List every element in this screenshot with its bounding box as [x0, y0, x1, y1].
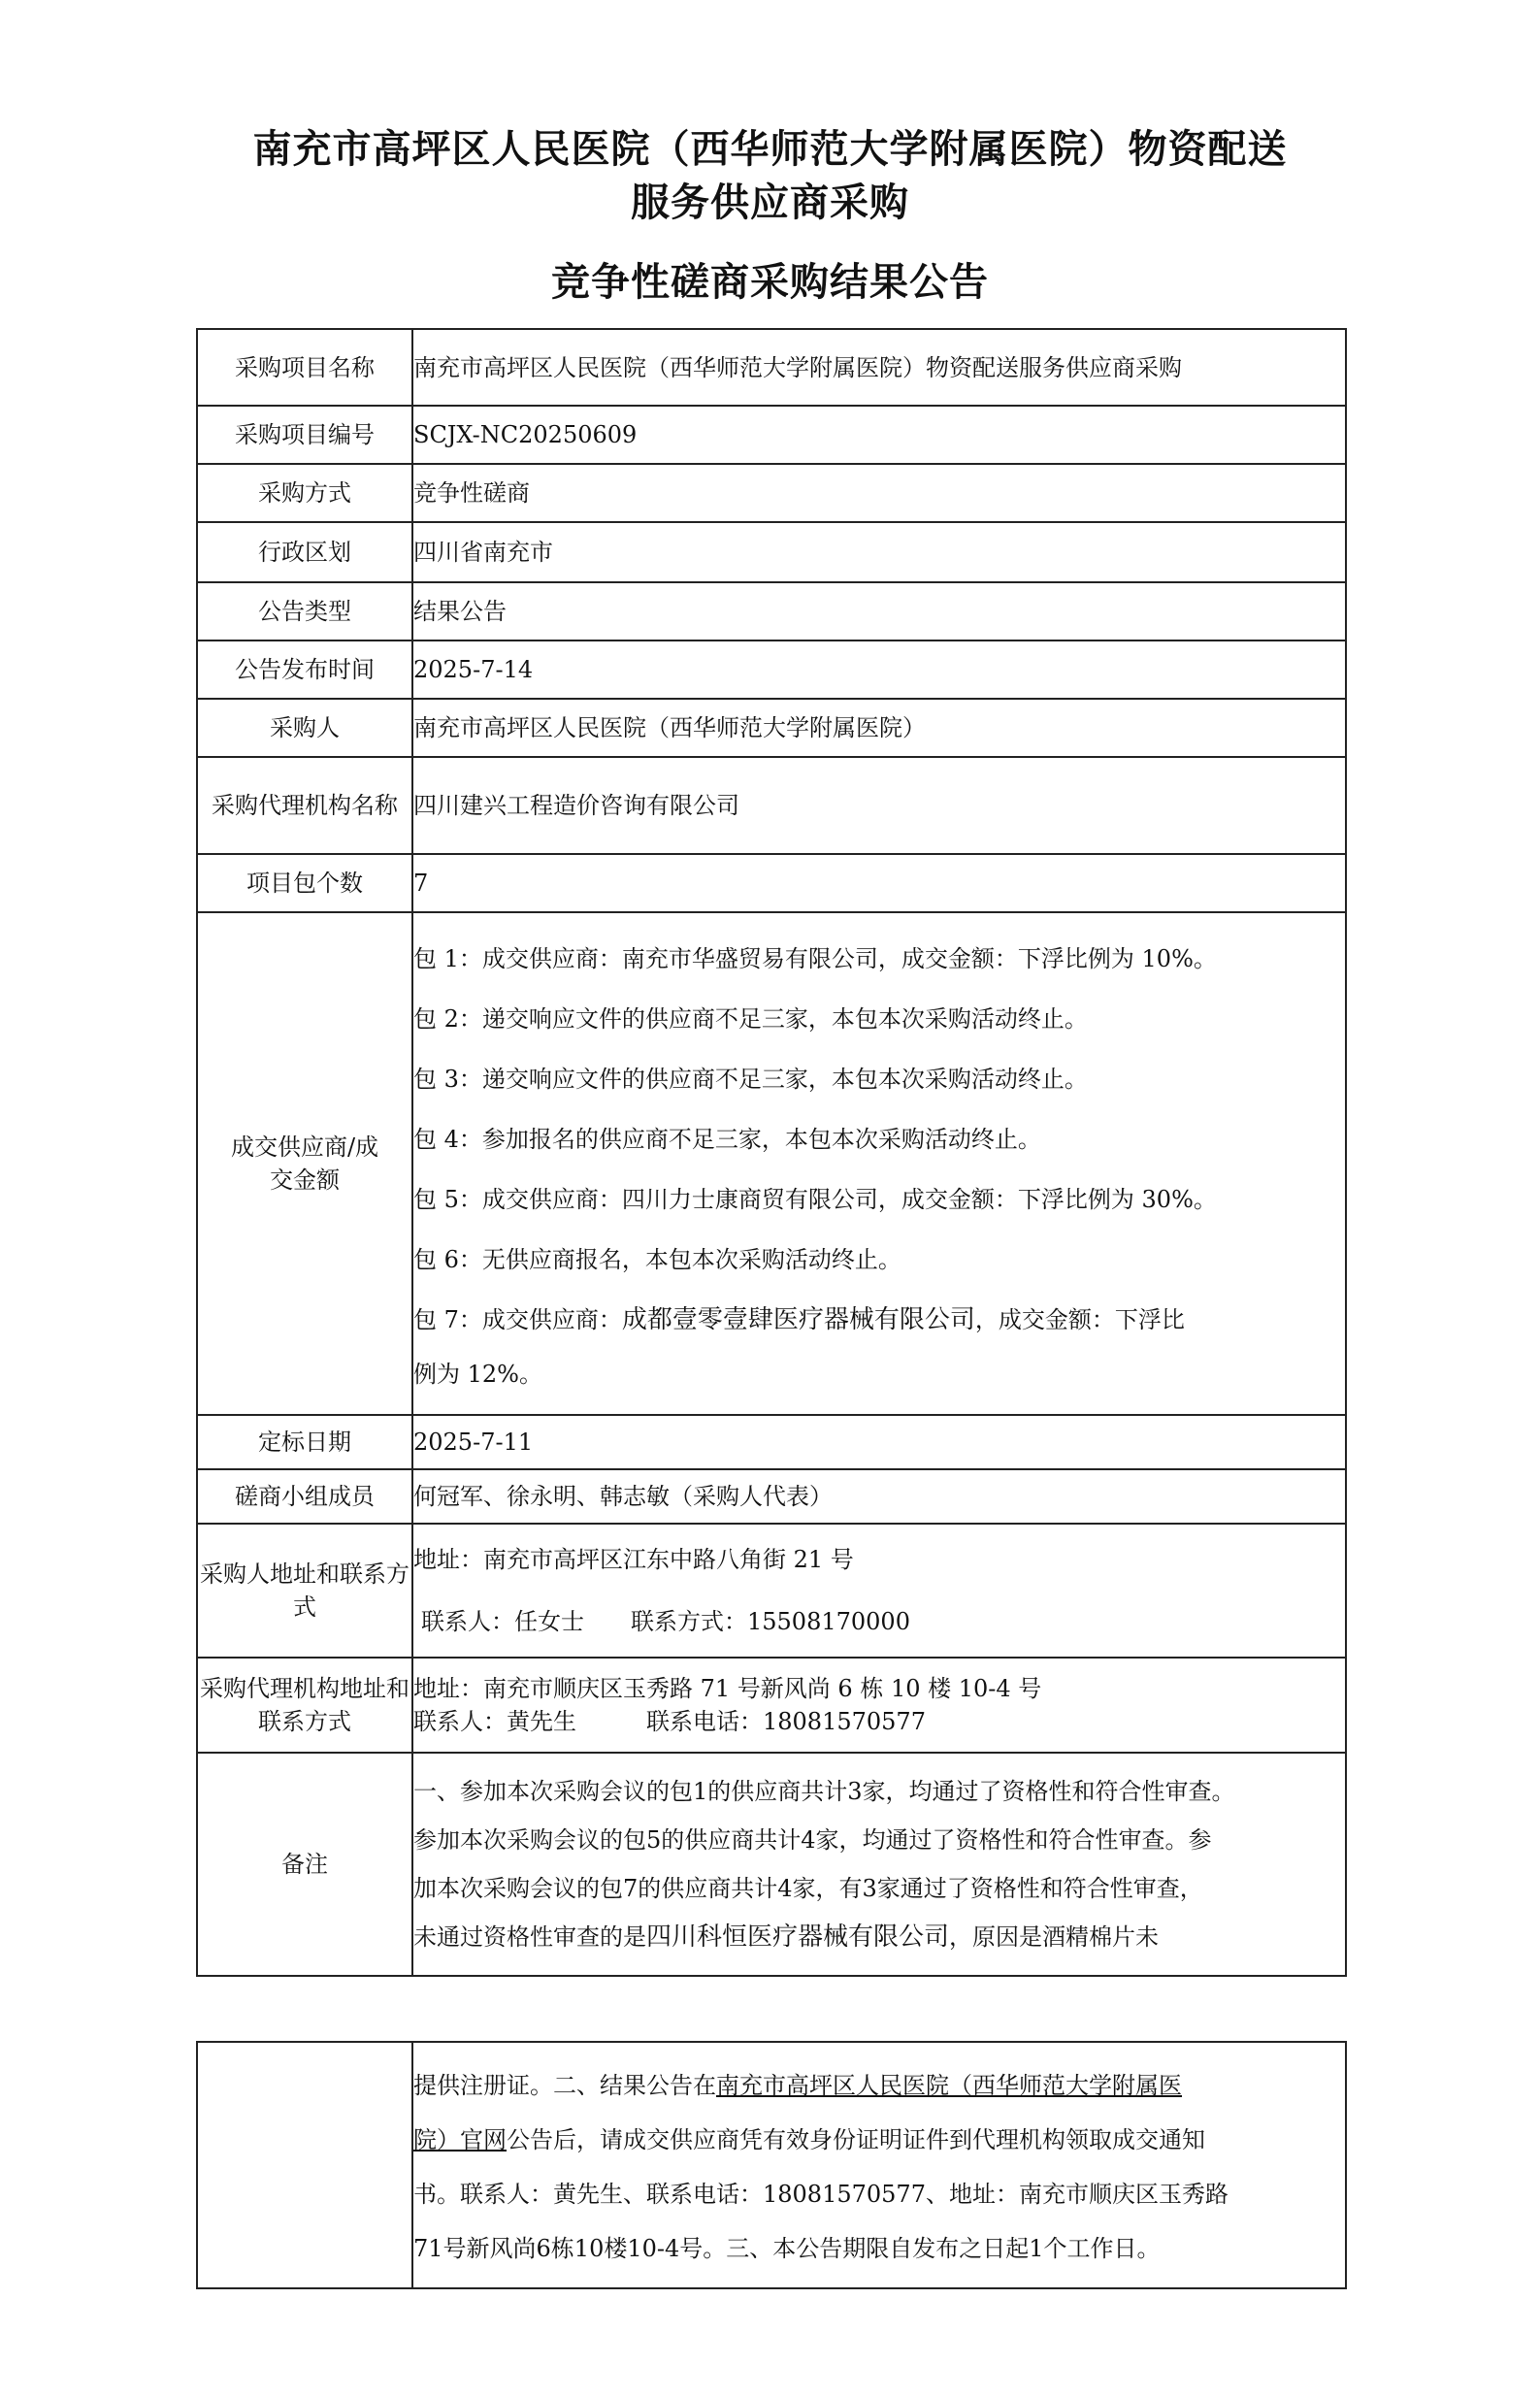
result-package-5: 包 5：成交供应商：四川力士康商贸有限公司，成交金额：下浮比例为 30%。 [413, 1186, 1217, 1213]
remarks-line-2: 参加本次采购会议的包5的供应商共计4家，均通过了资格性和符合性审查。参 [413, 1826, 1212, 1854]
result-package-4: 包 4：参加报名的供应商不足三家，本包本次采购活动终止。 [413, 1126, 1041, 1153]
row-remarks [197, 1753, 1346, 1976]
label-method: 采购方式 [197, 464, 412, 522]
value-region: 四川省南充市 [412, 522, 1346, 582]
agency-address: 地址：南充市顺庆区玉秀路 71 号新风尚 6 栋 10 楼 10-4 号 [413, 1675, 1042, 1702]
value-remarks [412, 1753, 1346, 1976]
purchaser-address: 地址：南充市高坪区江东中路八角街 21 号 [413, 1546, 854, 1573]
result-notice-table [196, 328, 1347, 1977]
hospital-website-link-part1[interactable]: 南充市高坪区人民医院（西华师范大学附属医 [716, 2072, 1182, 2099]
row-purchaser [197, 699, 1346, 757]
result-package-3: 包 3：递交响应文件的供应商不足三家，本包本次采购活动终止。 [413, 1066, 1088, 1093]
row-remarks-continued [197, 2042, 1346, 2288]
remarks-line-3: 加本次采购会议的包7的供应商共计4家，有3家通过了资格性和符合性审查， [413, 1875, 1203, 1902]
result-package-7-suffix: ，成交金额：下浮比 [974, 1306, 1185, 1333]
label-project-name: 采购项目名称 [197, 329, 412, 406]
label-region: 行政区划 [197, 522, 412, 582]
result-package-7-continued: 例为 12%。 [413, 1361, 542, 1388]
label-purchaser-contact: 采购人地址和联系方式 [197, 1524, 412, 1658]
document-title-line1: 南充市高坪区人民医院（西华师范大学附属医院）物资配送 [252, 126, 1288, 172]
document-subtitle: 竞争性磋商采购结果公告 [551, 259, 989, 305]
value-award-date: 2025-7-11 [412, 1415, 1346, 1469]
label-panel: 磋商小组成员 [197, 1469, 412, 1524]
row-project-no [197, 406, 1346, 464]
value-purchaser-contact [412, 1524, 1346, 1658]
value-package-count: 7 [412, 854, 1346, 912]
row-award-date [197, 1415, 1346, 1469]
agency-contact-person: 联系人：黄先生 联系电话：18081570577 [413, 1708, 926, 1735]
hospital-website-link-part2[interactable]: 院）官网 [413, 2126, 507, 2153]
value-panel: 何冠军、徐永明、韩志敏（采购人代表） [412, 1469, 1346, 1524]
label-remarks-continued [197, 2042, 412, 2288]
remarks-cont-line-4: 71号新风尚6栋10楼10-4号。三、本公告期限自发布之日起1个工作日。 [413, 2235, 1161, 2262]
value-agency-contact [412, 1658, 1346, 1753]
row-region [197, 522, 1346, 582]
value-result [412, 912, 1346, 1415]
row-publish-time [197, 641, 1346, 699]
value-purchaser: 南充市高坪区人民医院（西华师范大学附属医院） [412, 699, 1346, 757]
result-package-7-prefix: 包 7：成交供应商： [413, 1306, 622, 1333]
label-project-no: 采购项目编号 [197, 406, 412, 464]
row-agency-contact [197, 1658, 1346, 1753]
remarks-line-1: 一、参加本次采购会议的包1的供应商共计3家，均通过了资格性和符合性审查。 [413, 1778, 1235, 1805]
remarks-line-4 [413, 1913, 1345, 1961]
document-title-line2: 服务供应商采购 [631, 180, 909, 225]
result-package-6: 包 6：无供应商报名，本包本次采购活动终止。 [413, 1246, 901, 1273]
row-notice-type [197, 582, 1346, 641]
purchaser-contact-person: 联系人：任女士 联系方式：15508170000 [421, 1608, 910, 1635]
remarks-cont-line-3: 书。联系人：黄先生、联系电话：18081570577、地址：南充市顺庆区玉秀路 [413, 2181, 1229, 2208]
value-project-no: SCJX-NC20250609 [412, 406, 1346, 464]
row-method [197, 464, 1346, 522]
row-package-count [197, 854, 1346, 912]
value-agency: 四川建兴工程造价咨询有限公司 [412, 757, 1346, 854]
label-award-date: 定标日期 [197, 1415, 412, 1469]
label-purchaser: 采购人 [197, 699, 412, 757]
row-agency [197, 757, 1346, 854]
remarks-continued-table [196, 2041, 1347, 2289]
label-agency: 采购代理机构名称 [197, 757, 412, 854]
label-publish-time: 公告发布时间 [197, 641, 412, 699]
result-package-2: 包 2：递交响应文件的供应商不足三家，本包本次采购活动终止。 [413, 1005, 1088, 1033]
value-publish-time: 2025-7-14 [412, 641, 1346, 699]
remarks-line-4-prefix: 未通过资格性审查的是 [413, 1923, 646, 1951]
value-remarks-continued [412, 2042, 1346, 2288]
remarks-cont-line-2 [413, 2113, 1345, 2167]
result-package-7 [413, 1290, 1345, 1350]
label-package-count: 项目包个数 [197, 854, 412, 912]
value-project-name: 南充市高坪区人民医院（西华师范大学附属医院）物资配送服务供应商采购 [412, 329, 1346, 406]
label-agency-contact: 采购代理机构地址和联系方式 [197, 1658, 412, 1753]
value-notice-type: 结果公告 [412, 582, 1346, 641]
result-package-1: 包 1：成交供应商：南充市华盛贸易有限公司，成交金额：下浮比例为 10%。 [413, 945, 1217, 972]
row-result [197, 912, 1346, 1415]
row-purchaser-contact [197, 1524, 1346, 1658]
label-notice-type: 公告类型 [197, 582, 412, 641]
label-remarks: 备注 [197, 1753, 412, 1976]
remarks-cont-2-suffix: 公告后，请成交供应商凭有效身份证明证件到代理机构领取成交通知 [507, 2126, 1205, 2153]
remarks-line-4-suffix: ，原因是酒精棉片未 [949, 1923, 1160, 1951]
row-panel [197, 1469, 1346, 1524]
remarks-cont-1-prefix: 提供注册证。二、结果公告在 [413, 2072, 716, 2099]
remarks-failed-company: 四川科恒医疗器械有限公司 [646, 1922, 950, 1952]
remarks-cont-line-1 [413, 2058, 1345, 2113]
result-package-7-supplier: 成都壹零壹肆医疗器械有限公司 [621, 1305, 975, 1334]
label-result: 成交供应商/成交金额 [197, 912, 412, 1415]
row-project-name [197, 329, 1346, 406]
value-method: 竞争性磋商 [412, 464, 1346, 522]
